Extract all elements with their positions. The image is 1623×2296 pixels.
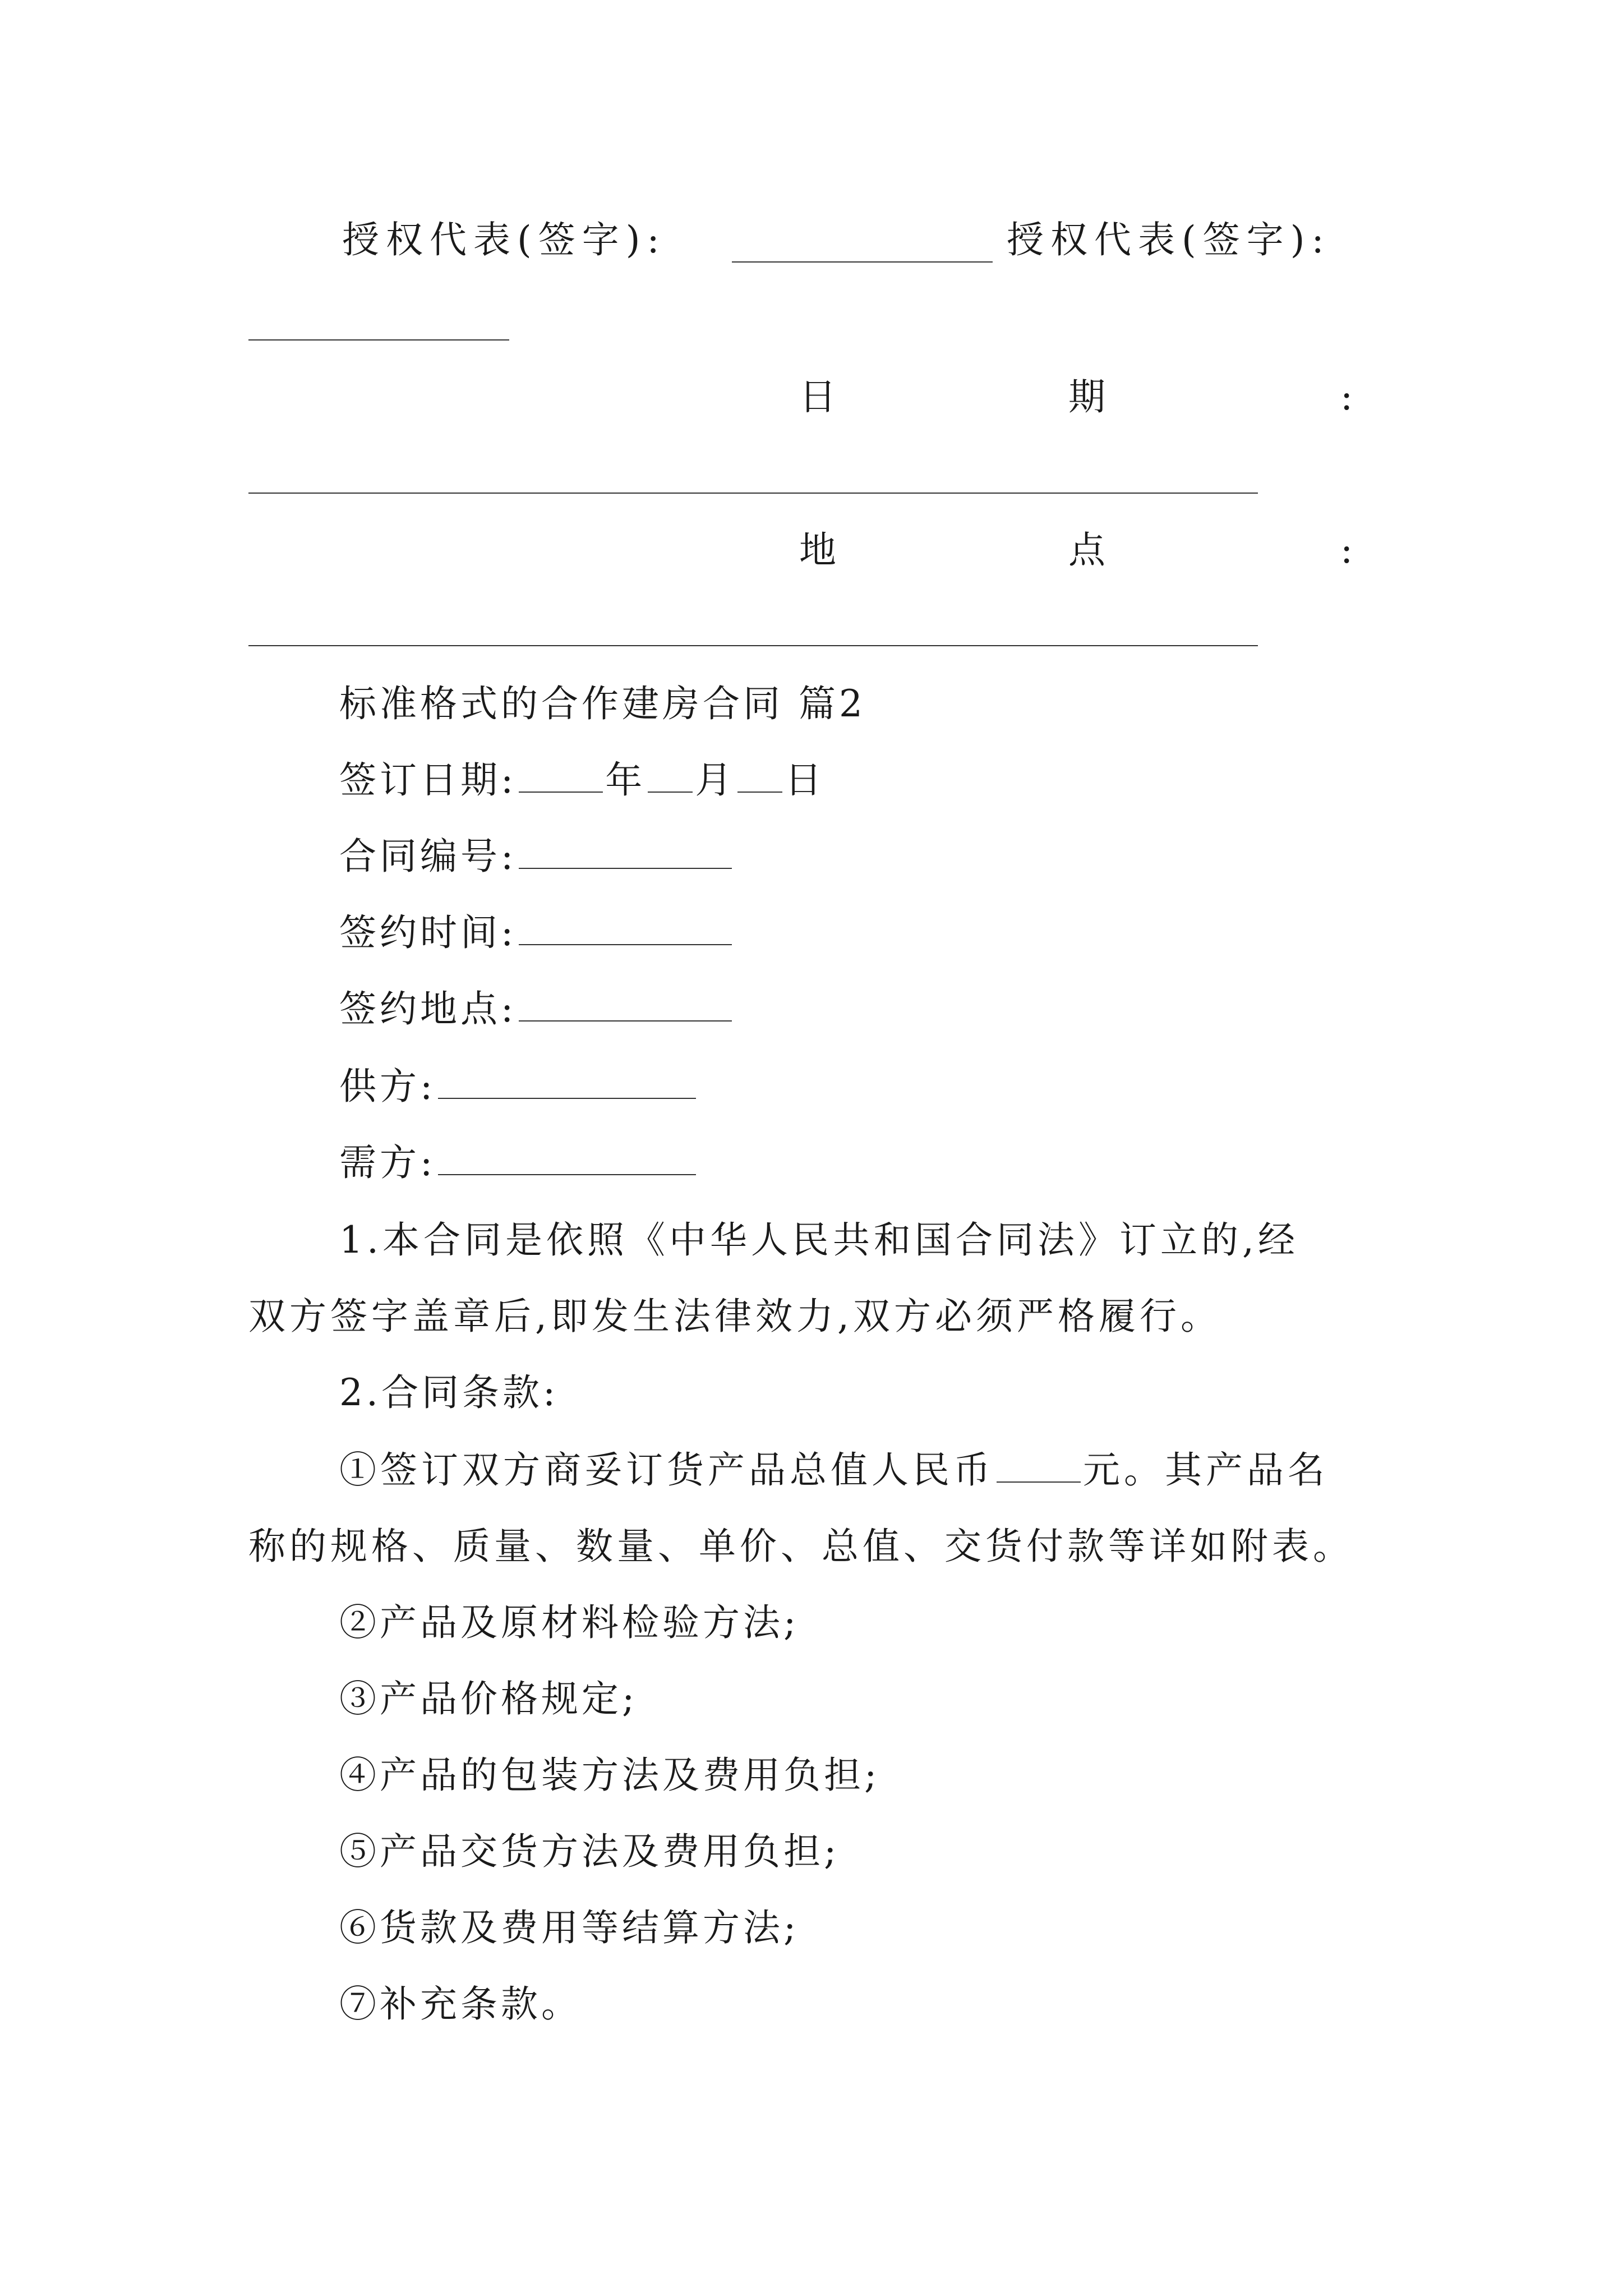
item-2: ②产品及原材料检验方法; bbox=[339, 1601, 800, 1644]
month-blank bbox=[648, 762, 693, 793]
sign-time-row bbox=[339, 911, 734, 954]
contract-no-label: 合同编号: bbox=[339, 835, 517, 878]
item-1-line-1 bbox=[339, 1448, 1329, 1492]
clause-2-heading: 2.合同条款: bbox=[339, 1371, 559, 1414]
section-heading: 标准格式的合作建房合同 篇2 bbox=[339, 682, 866, 725]
date-colon: : bbox=[1340, 375, 1353, 418]
month-label: 月 bbox=[695, 758, 736, 802]
date-line bbox=[248, 493, 1258, 494]
sign-time-blank bbox=[519, 915, 732, 945]
sign-time-label: 签约时间: bbox=[339, 911, 517, 954]
day-blank bbox=[737, 762, 782, 793]
place-colon: : bbox=[1340, 528, 1353, 572]
buyer-row bbox=[339, 1141, 698, 1184]
item-1-line-2: 称的规格、质量、数量、单价、总值、交货付款等详如附表。 bbox=[248, 1525, 1354, 1568]
date-char-1: 日 bbox=[799, 375, 836, 418]
amount-blank bbox=[997, 1452, 1081, 1483]
rep-right-line bbox=[248, 339, 509, 341]
item-3: ③产品价格规定; bbox=[339, 1677, 638, 1720]
sign-date-label: 签订日期: bbox=[339, 758, 517, 802]
buyer-label: 需方: bbox=[339, 1141, 436, 1184]
rep-right-label: 授权代表(签字): bbox=[1007, 218, 1331, 261]
supplier-label: 供方: bbox=[339, 1065, 436, 1108]
place-char-1: 地 bbox=[799, 528, 836, 572]
place-char-2: 点 bbox=[1068, 528, 1105, 572]
rep-left-line bbox=[732, 261, 993, 263]
item-7: ⑦补充条款。 bbox=[339, 1982, 582, 2026]
date-char-2: 期 bbox=[1068, 375, 1105, 418]
item-5: ⑤产品交货方法及费用负担; bbox=[339, 1830, 840, 1873]
supplier-blank bbox=[438, 1069, 696, 1099]
year-label: 年 bbox=[605, 758, 646, 802]
contract-no-row bbox=[339, 835, 734, 878]
supplier-row bbox=[339, 1065, 698, 1108]
clause-1-line-1: 1.本合同是依照《中华人民共和国合同法》订立的,经 bbox=[339, 1218, 1299, 1262]
sign-place-blank bbox=[519, 991, 732, 1022]
contract-no-blank bbox=[519, 839, 732, 869]
year-blank bbox=[519, 762, 603, 793]
day-label: 日 bbox=[785, 758, 826, 802]
sign-place-row bbox=[339, 987, 734, 1030]
place-line bbox=[248, 645, 1258, 646]
item-1-text-a: ①签订双方商妥订货产品总值人民币 bbox=[339, 1448, 994, 1492]
item-1-text-b: 元。其产品名 bbox=[1083, 1448, 1329, 1492]
buyer-blank bbox=[438, 1145, 696, 1175]
item-4: ④产品的包装方法及费用负担; bbox=[339, 1754, 880, 1797]
item-6: ⑥货款及费用等结算方法; bbox=[339, 1906, 800, 1949]
sign-date-row bbox=[339, 758, 826, 802]
sign-place-label: 签约地点: bbox=[339, 987, 517, 1030]
clause-1-line-2: 双方签字盖章后,即发生法律效力,双方必须严格履行。 bbox=[248, 1295, 1221, 1338]
rep-left-label: 授权代表(签字): bbox=[342, 218, 666, 261]
